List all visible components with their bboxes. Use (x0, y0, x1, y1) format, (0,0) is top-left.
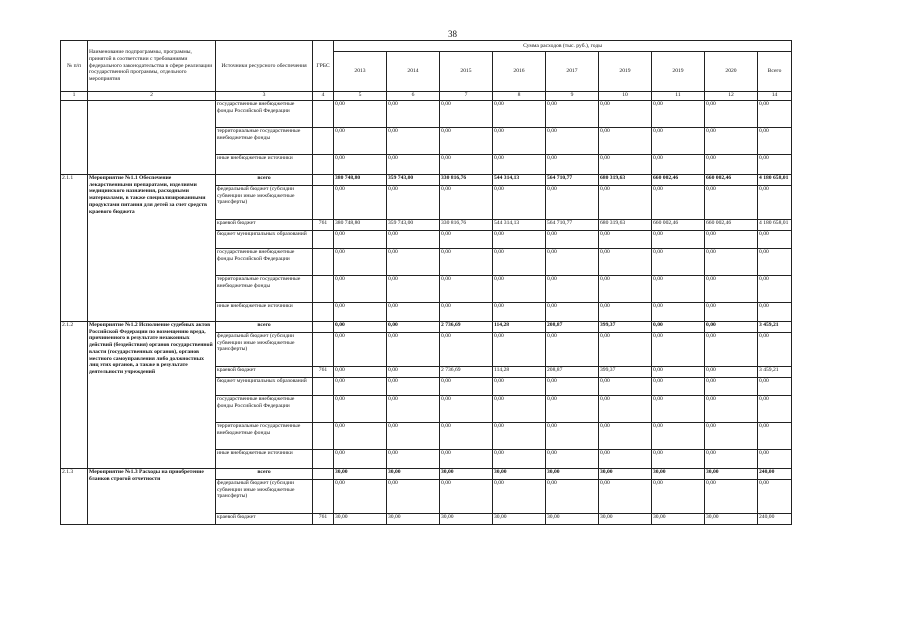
value-year: 0,00 (599, 450, 652, 469)
header-year: 2019 (652, 52, 705, 92)
value-year: 0,00 (440, 155, 493, 175)
item-name: Мероприятие №1.3 Расходы на приобретение бланков строгой отчетности (88, 469, 216, 525)
value-year: 0,00 (493, 101, 546, 128)
funding-source: краевой бюджет (216, 220, 313, 231)
value-year: 0,00 (705, 378, 758, 396)
value-year: 0,00 (493, 128, 546, 155)
value-total: 0,00 (758, 378, 792, 396)
funding-source: федеральный бюджет (субсидии субвенции иные межбюджетные трансферты) (216, 333, 313, 367)
value-total: 240,00 (758, 514, 792, 525)
value-total: 3 459,21 (758, 367, 792, 378)
funding-source: всего (216, 469, 313, 480)
value-year: 0,00 (440, 101, 493, 128)
grbs-code (313, 128, 334, 155)
value-year: 0,00 (387, 231, 440, 249)
value-year: 0,00 (652, 423, 705, 450)
funding-source: государственные внебюджетные фонды Российской Федерации (216, 396, 313, 423)
total-row (61, 175, 792, 186)
header-year: 2013 (334, 52, 387, 92)
item-code: 2.1.3 (61, 469, 88, 525)
value-total: 0,00 (758, 423, 792, 450)
value-year: 30,00 (334, 469, 387, 480)
value-year: 0,00 (705, 128, 758, 155)
value-year: 660 002,46 (705, 220, 758, 231)
value-year: 30,00 (493, 469, 546, 480)
grbs-code (313, 423, 334, 450)
value-year: 0,00 (493, 333, 546, 367)
value-year: 0,00 (387, 186, 440, 220)
grbs-code (313, 276, 334, 303)
grbs-code (313, 396, 334, 423)
total-row (61, 322, 792, 333)
value-year: 0,00 (652, 186, 705, 220)
value-year: 0,00 (334, 303, 387, 322)
value-year: 0,00 (705, 367, 758, 378)
funding-source: территориальные государственные внебюджетные фонды (216, 128, 313, 155)
value-year: 0,00 (546, 450, 599, 469)
funding-source: бюджет муниципальных образований (216, 231, 313, 249)
value-year: 0,00 (705, 450, 758, 469)
grbs-code (313, 231, 334, 249)
value-year: 30,00 (546, 514, 599, 525)
value-year: 0,00 (599, 423, 652, 450)
column-number: 12 (705, 92, 758, 101)
grbs-code (313, 333, 334, 367)
value-year: 0,00 (493, 378, 546, 396)
column-number: 3 (216, 92, 313, 101)
value-year: 330 816,76 (440, 175, 493, 186)
column-number: 11 (652, 92, 705, 101)
value-year: 399,37 (599, 322, 652, 333)
value-year: 0,00 (546, 128, 599, 155)
value-year: 2 736,69 (440, 322, 493, 333)
value-year: 0,00 (387, 322, 440, 333)
value-year: 0,00 (493, 186, 546, 220)
value-year: 114,28 (493, 367, 546, 378)
column-number: 2 (88, 92, 216, 101)
value-total: 0,00 (758, 396, 792, 423)
value-total: 0,00 (758, 303, 792, 322)
value-year: 544 314,13 (493, 175, 546, 186)
value-year: 680 319,63 (599, 175, 652, 186)
value-year: 0,00 (546, 101, 599, 128)
value-year: 0,00 (334, 378, 387, 396)
value-year: 0,00 (440, 480, 493, 514)
header-year: 2015 (440, 52, 493, 92)
column-numbers-row (61, 92, 792, 101)
value-year: 0,00 (652, 450, 705, 469)
value-year: 0,00 (705, 480, 758, 514)
value-year: 0,00 (652, 480, 705, 514)
grbs-code (313, 175, 334, 186)
value-year: 0,00 (387, 101, 440, 128)
value-year: 0,00 (599, 231, 652, 249)
value-year: 30,00 (387, 469, 440, 480)
value-year: 0,00 (652, 303, 705, 322)
value-year: 0,00 (440, 378, 493, 396)
grbs-code (313, 378, 334, 396)
value-year: 0,00 (334, 128, 387, 155)
value-total: 0,00 (758, 249, 792, 276)
value-year: 0,00 (387, 303, 440, 322)
value-year: 0,00 (440, 303, 493, 322)
value-year: 380 748,80 (334, 220, 387, 231)
value-year: 359 743,00 (387, 220, 440, 231)
grbs-code (313, 249, 334, 276)
value-year: 30,00 (387, 514, 440, 525)
value-year: 0,00 (652, 231, 705, 249)
value-total: 0,00 (758, 450, 792, 469)
value-year: 660 002,46 (652, 220, 705, 231)
value-year: 399,37 (599, 367, 652, 378)
value-year: 0,00 (599, 128, 652, 155)
funding-source: краевой бюджет (216, 367, 313, 378)
value-year: 0,00 (705, 322, 758, 333)
value-year: 0,00 (546, 231, 599, 249)
value-year: 2 736,69 (440, 367, 493, 378)
value-year: 0,00 (334, 396, 387, 423)
value-year: 0,00 (546, 186, 599, 220)
value-year: 0,00 (546, 303, 599, 322)
header-year: Всего (758, 52, 792, 92)
value-year: 0,00 (387, 128, 440, 155)
value-year: 0,00 (493, 231, 546, 249)
value-year: 0,00 (440, 333, 493, 367)
column-number: 7 (440, 92, 493, 101)
value-year: 30,00 (705, 469, 758, 480)
value-year: 30,00 (652, 514, 705, 525)
value-year: 0,00 (440, 423, 493, 450)
value-year: 564 710,77 (546, 175, 599, 186)
value-year: 0,00 (652, 396, 705, 423)
page-number: 38 (448, 29, 457, 39)
value-year: 0,00 (652, 276, 705, 303)
value-total: 0,00 (758, 333, 792, 367)
value-total: 0,00 (758, 186, 792, 220)
value-year: 0,00 (387, 396, 440, 423)
value-year: 0,00 (599, 186, 652, 220)
header-year: 2016 (493, 52, 546, 92)
value-total: 0,00 (758, 155, 792, 175)
grbs-code (313, 469, 334, 480)
value-year: 0,00 (546, 249, 599, 276)
value-year: 0,00 (652, 322, 705, 333)
value-year: 208,87 (546, 322, 599, 333)
value-year: 0,00 (652, 378, 705, 396)
value-year: 0,00 (705, 231, 758, 249)
value-year: 30,00 (440, 469, 493, 480)
value-year: 380 748,80 (334, 175, 387, 186)
value-year: 660 002,46 (652, 175, 705, 186)
value-year: 0,00 (493, 276, 546, 303)
header-year: 2019 (599, 52, 652, 92)
value-year: 0,00 (705, 249, 758, 276)
value-year: 0,00 (652, 333, 705, 367)
value-year: 0,00 (440, 396, 493, 423)
grbs-code (313, 186, 334, 220)
value-year: 0,00 (387, 378, 440, 396)
value-year: 0,00 (652, 249, 705, 276)
value-year: 0,00 (334, 231, 387, 249)
grbs-code: 761 (313, 220, 334, 231)
grbs-code (313, 322, 334, 333)
grbs-code (313, 155, 334, 175)
value-year: 660 002,46 (705, 175, 758, 186)
header-num: № п/п (61, 41, 88, 92)
header-name: Наименование подпрограммы, программы, принятой в соответствии с требованиями федерального законодательства в сфере реализации государственной программы, отдельного мероприятия (88, 41, 216, 92)
value-total: 0,00 (758, 276, 792, 303)
value-year: 0,00 (493, 396, 546, 423)
value-year: 208,87 (546, 367, 599, 378)
value-year: 0,00 (546, 333, 599, 367)
value-year: 0,00 (387, 276, 440, 303)
value-year: 0,00 (334, 276, 387, 303)
value-year: 0,00 (387, 249, 440, 276)
value-year: 0,00 (599, 480, 652, 514)
grbs-code (313, 450, 334, 469)
value-year: 0,00 (546, 378, 599, 396)
value-year: 0,00 (705, 303, 758, 322)
value-year: 0,00 (652, 128, 705, 155)
value-year: 0,00 (493, 249, 546, 276)
column-number: 8 (493, 92, 546, 101)
value-year: 0,00 (493, 423, 546, 450)
value-year: 0,00 (387, 480, 440, 514)
funding-source: федеральный бюджет (субсидии субвенции иные межбюджетные трансферты) (216, 480, 313, 514)
grbs-code: 761 (313, 514, 334, 525)
funding-source: всего (216, 175, 313, 186)
value-year: 114,28 (493, 322, 546, 333)
value-year: 30,00 (334, 514, 387, 525)
funding-source: бюджет муниципальных образований (216, 378, 313, 396)
item-code: 2.1.1 (61, 175, 88, 322)
value-year: 0,00 (334, 333, 387, 367)
value-year: 0,00 (705, 101, 758, 128)
value-year: 0,00 (440, 128, 493, 155)
value-total: 0,00 (758, 231, 792, 249)
value-year: 0,00 (705, 423, 758, 450)
value-year: 0,00 (387, 423, 440, 450)
column-number: 1 (61, 92, 88, 101)
value-year: 0,00 (334, 186, 387, 220)
value-year: 0,00 (652, 101, 705, 128)
funding-source: иные внебюджетные источники (216, 155, 313, 175)
value-year: 0,00 (334, 249, 387, 276)
value-year: 30,00 (599, 469, 652, 480)
header-year: 2014 (387, 52, 440, 92)
value-year: 0,00 (334, 155, 387, 175)
value-total: 240,00 (758, 469, 792, 480)
value-year: 0,00 (334, 101, 387, 128)
value-year: 0,00 (493, 450, 546, 469)
value-year: 0,00 (334, 322, 387, 333)
funding-source: федеральный бюджет (субсидии субвенции иные межбюджетные трансферты) (216, 186, 313, 220)
funding-source: всего (216, 322, 313, 333)
value-year: 0,00 (599, 276, 652, 303)
value-year: 30,00 (493, 514, 546, 525)
value-year: 0,00 (440, 276, 493, 303)
value-year: 0,00 (546, 396, 599, 423)
value-year: 30,00 (599, 514, 652, 525)
grbs-code (313, 480, 334, 514)
value-year: 0,00 (599, 378, 652, 396)
value-year: 0,00 (599, 303, 652, 322)
value-year: 680 319,63 (599, 220, 652, 231)
funding-source: государственные внебюджетные фонды Российской Федерации (216, 249, 313, 276)
value-year: 0,00 (387, 155, 440, 175)
value-year: 30,00 (652, 469, 705, 480)
funding-source: государственные внебюджетные фонды Российской Федерации (216, 101, 313, 128)
funding-source: краевой бюджет (216, 514, 313, 525)
grbs-code (313, 101, 334, 128)
value-year: 564 710,77 (546, 220, 599, 231)
header-expense-group: Сумма расходов (тыс. руб.), годы (334, 41, 792, 52)
value-year: 0,00 (440, 249, 493, 276)
value-year: 0,00 (334, 480, 387, 514)
header-year: 2020 (705, 52, 758, 92)
value-year: 0,00 (493, 480, 546, 514)
source-row (61, 101, 792, 128)
column-number: 9 (546, 92, 599, 101)
header-source: Источники ресурсного обеспечения (216, 41, 313, 92)
item-code (61, 101, 88, 175)
value-year: 0,00 (546, 423, 599, 450)
value-year: 30,00 (546, 469, 599, 480)
value-year: 0,00 (546, 276, 599, 303)
value-total: 0,00 (758, 101, 792, 128)
value-year: 0,00 (493, 155, 546, 175)
value-year: 30,00 (705, 514, 758, 525)
header-grbs: ГРБС (313, 41, 334, 92)
value-year: 0,00 (599, 101, 652, 128)
grbs-code (313, 303, 334, 322)
value-year: 0,00 (599, 396, 652, 423)
value-year: 0,00 (705, 333, 758, 367)
value-year: 0,00 (387, 333, 440, 367)
value-total: 0,00 (758, 128, 792, 155)
total-row (61, 469, 792, 480)
value-year: 0,00 (705, 186, 758, 220)
value-year: 0,00 (334, 423, 387, 450)
value-year: 0,00 (705, 396, 758, 423)
value-year: 330 816,76 (440, 220, 493, 231)
funding-source: иные внебюджетные источники (216, 303, 313, 322)
value-year: 0,00 (334, 450, 387, 469)
value-year: 0,00 (440, 450, 493, 469)
value-year: 0,00 (546, 480, 599, 514)
header-row-1 (61, 41, 792, 52)
value-year: 0,00 (440, 231, 493, 249)
value-year: 0,00 (652, 367, 705, 378)
value-year: 0,00 (599, 155, 652, 175)
header-year: 2017 (546, 52, 599, 92)
expense-table (60, 40, 792, 525)
value-year: 0,00 (546, 155, 599, 175)
grbs-code: 761 (313, 367, 334, 378)
value-total: 3 459,21 (758, 322, 792, 333)
value-year: 0,00 (387, 450, 440, 469)
value-year: 544 314,13 (493, 220, 546, 231)
value-total: 4 180 658,01 (758, 175, 792, 186)
value-year: 0,00 (599, 249, 652, 276)
column-number: 6 (387, 92, 440, 101)
value-year: 0,00 (652, 155, 705, 175)
value-year: 359 743,00 (387, 175, 440, 186)
value-year: 0,00 (599, 333, 652, 367)
funding-source: территориальные государственные внебюджетные фонды (216, 423, 313, 450)
funding-source: иные внебюджетные источники (216, 450, 313, 469)
column-number: 10 (599, 92, 652, 101)
column-number: 14 (758, 92, 792, 101)
value-year: 0,00 (440, 186, 493, 220)
value-year: 0,00 (493, 303, 546, 322)
value-year: 30,00 (440, 514, 493, 525)
value-total: 0,00 (758, 480, 792, 514)
value-year: 0,00 (705, 276, 758, 303)
item-name (88, 101, 216, 175)
item-name: Мероприятие №1.2 Исполнение судебных актов Российской Федерации по возмещению вреда, причиненного в результате незаконных действий (бездействия) органов государственной власти (государственных органов), органов местного самоуправления либо должностных лиц этих органов, а также в результате деятельности учреждений (88, 322, 216, 469)
value-year: 0,00 (334, 367, 387, 378)
column-number: 5 (334, 92, 387, 101)
item-name: Мероприятие №1.1 Обеспечение лекарственными препаратами, изделиями медицинского назначения, расходными материалами, в также специализированными продуктами питания для детей за счет средств краевого бюджета (88, 175, 216, 322)
funding-source: территориальные государственные внебюджетные фонды (216, 276, 313, 303)
value-total: 4 180 658,01 (758, 220, 792, 231)
value-year: 0,00 (705, 155, 758, 175)
item-code: 2.1.2 (61, 322, 88, 469)
column-number: 4 (313, 92, 334, 101)
value-year: 0,00 (387, 367, 440, 378)
